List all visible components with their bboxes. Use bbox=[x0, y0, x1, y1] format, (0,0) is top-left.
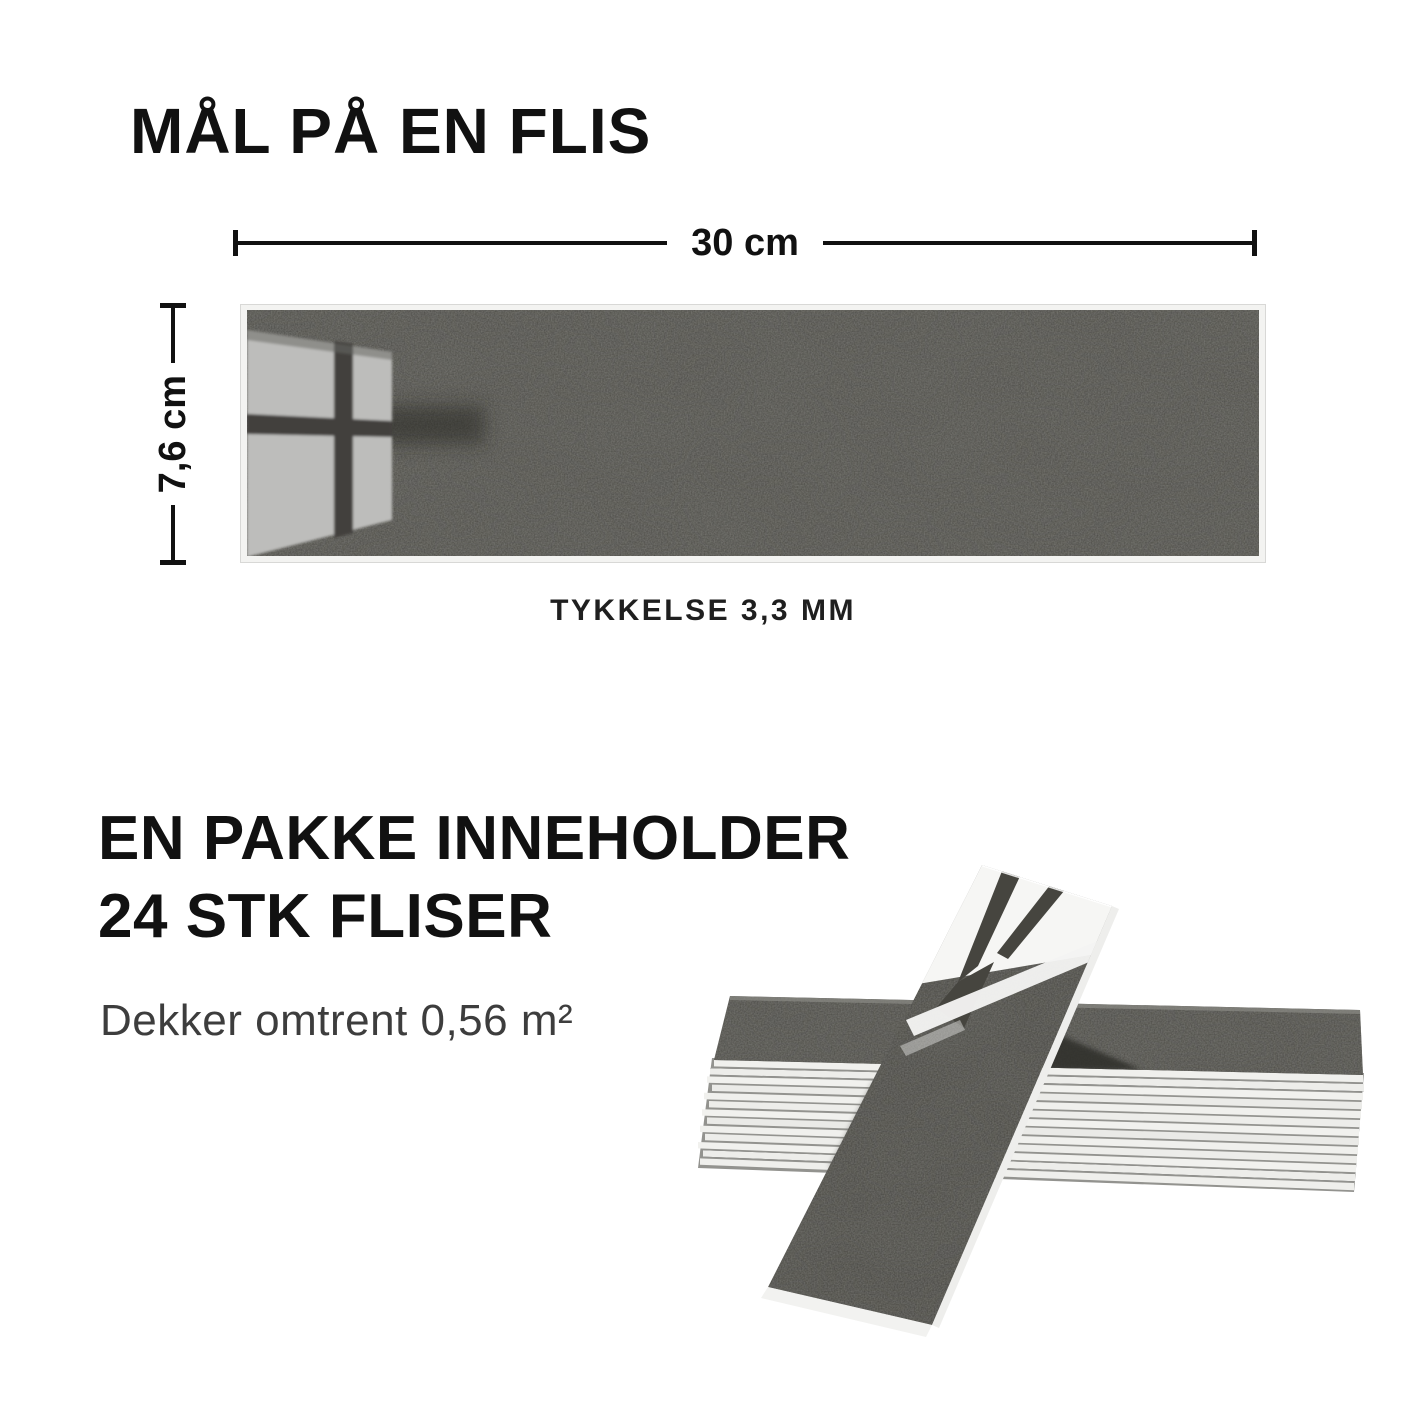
package-title-line1: EN PAKKE INNEHOLDER bbox=[98, 804, 851, 873]
height-dimension bbox=[154, 303, 192, 565]
dimension-line-right-segment bbox=[823, 241, 1252, 245]
tile-photo bbox=[240, 304, 1266, 563]
thickness-label: TYKKELSE 3,3 MM bbox=[550, 594, 856, 627]
section-title-dimensions: MÅL PÅ EN FLIS bbox=[130, 95, 652, 167]
width-dimension bbox=[233, 224, 1257, 262]
tile-stack-photo bbox=[660, 860, 1406, 1360]
dimension-line-left-segment bbox=[238, 241, 667, 245]
dimension-end-tick-right bbox=[1252, 230, 1257, 256]
package-title-line2: 24 STK FLISER bbox=[98, 882, 553, 952]
height-dimension-label: 7,6 cm bbox=[152, 374, 194, 494]
dimension-end-tick-bottom bbox=[160, 560, 186, 565]
dimension-line-bottom-segment bbox=[171, 505, 175, 560]
width-dimension-label: 30 cm bbox=[691, 222, 799, 264]
coverage-text: Dekker omtrent 0,56 m² bbox=[100, 996, 574, 1045]
dimension-line-top-segment bbox=[171, 308, 175, 363]
